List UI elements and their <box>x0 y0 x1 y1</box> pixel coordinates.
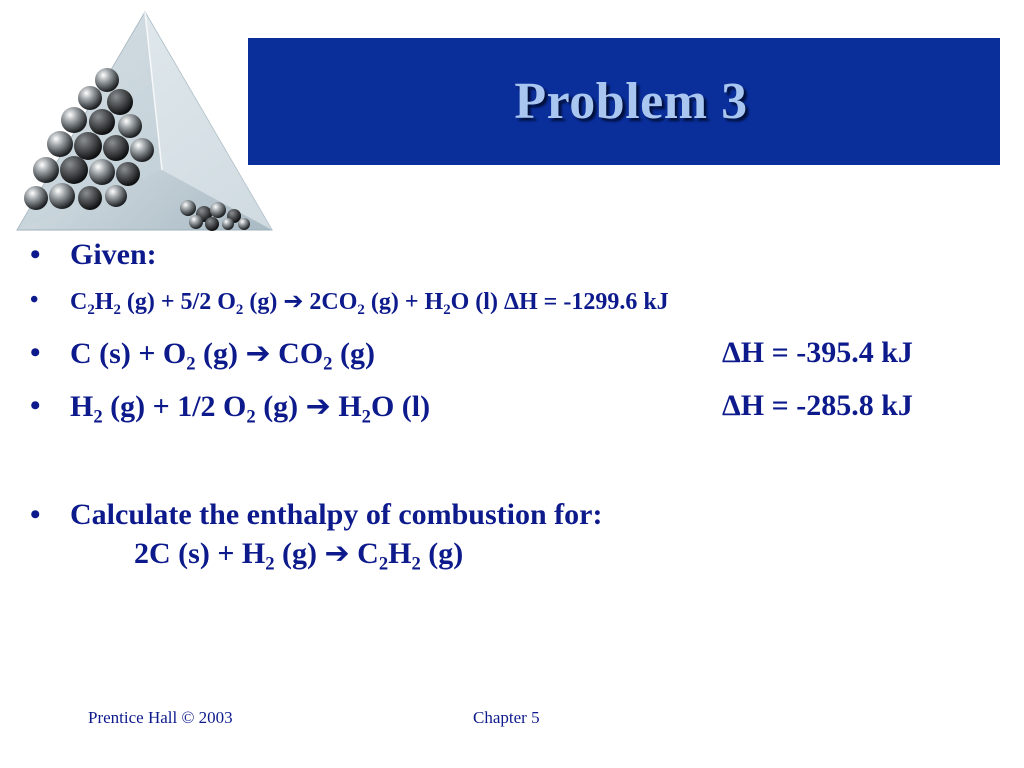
title-bar <box>248 38 1000 165</box>
arrow-icon: ➔ <box>305 389 331 424</box>
bullet-reaction-1 <box>30 287 669 319</box>
bullet-symbol: • <box>30 498 41 531</box>
bullet-symbol: • <box>30 238 41 271</box>
target-equation: 2C $(s) + H_2$ (g) ➔ $C_2H_2$ (g) <box>134 536 464 575</box>
question-label: Calculate the enthalpy of combustion for: <box>70 498 603 531</box>
reaction-1-enthalpy: ΔH = -1299.6 kJ <box>503 289 669 315</box>
molecule-pyramid-logo <box>12 10 280 238</box>
slide-title: Problem 3 <box>514 73 748 130</box>
arrow-icon: ➔ <box>245 336 271 371</box>
reaction-1-equation: $C_2H_2$ (g) + 5/2 $O_2$ (g) ➔ $2CO_2$ $(g) + H_2O$ (l) ΔH = -1299.6 kJ <box>70 287 669 319</box>
bullet-symbol: • <box>30 336 41 369</box>
question-block <box>70 498 603 575</box>
bullet-question <box>30 498 603 575</box>
reaction-2-enthalpy: ΔH = -395.4 kJ <box>722 336 913 369</box>
given-label: Given: <box>70 238 157 271</box>
footer-chapter: Chapter 5 <box>473 708 540 727</box>
bullet-reaction-2 <box>30 336 913 375</box>
reaction-3-enthalpy: ΔH = -285.8 kJ <box>722 389 913 422</box>
bullet-symbol: • <box>30 287 39 313</box>
reaction-2-equation: C $(s) + O_2$ (g) ➔ $CO_2$ (g) ΔH = -395.4 kJ <box>70 336 913 375</box>
bullet-symbol: • <box>30 389 41 422</box>
bullet-given <box>30 238 157 272</box>
footer-copyright: Prentice Hall © 2003 <box>88 708 233 727</box>
arrow-icon: ➔ <box>283 287 304 315</box>
arrow-icon: ➔ <box>324 536 350 571</box>
bullet-reaction-3 <box>30 389 913 428</box>
reaction-3-equation: $H_2$ (g) + 1/2 $O_2$ (g) ➔ $H_2O$ (l) ΔH = -285.8 kJ <box>70 389 913 428</box>
